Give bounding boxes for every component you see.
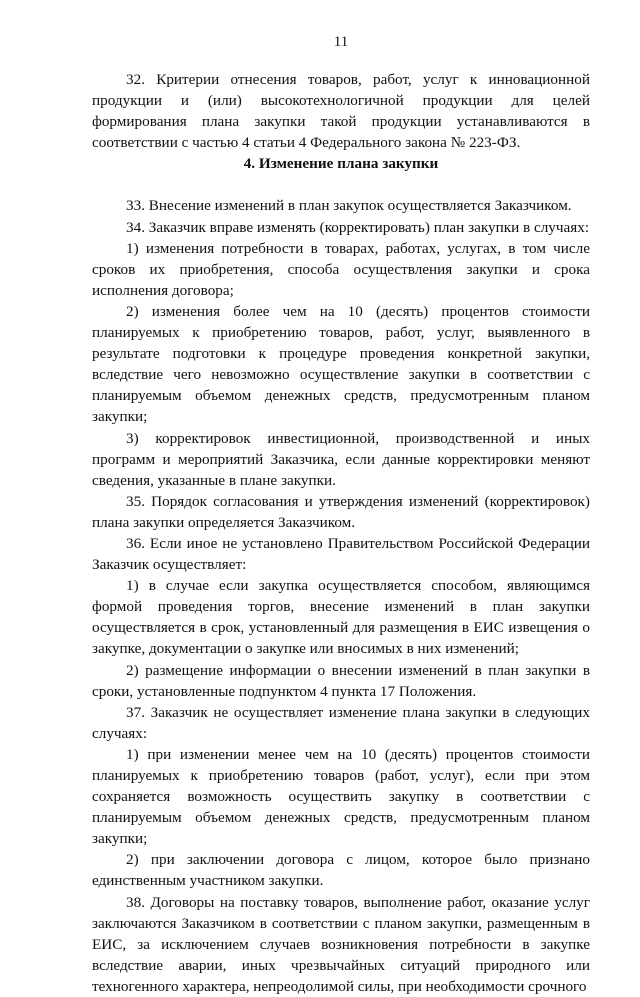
paragraph-37-item-2: 2) при заключении договора с лицом, которое было признано единственным участником закупки. — [92, 851, 590, 890]
paragraph-36-item-1: 1) в случае если закупка осуществляется способом, являющимся формой проведения торгов, внесение изменений в план закупки осуществляется в срок, установленный для размещения в ЕИС извещения о закупке, документации о закупке или вносимых в них изменений; — [92, 577, 590, 658]
paragraph-37: 37. Заказчик не осуществляет изменение плана закупки в следующих случаях: — [92, 703, 590, 742]
paragraph-36-item-2: 2) размещение информации о внесении изменений в план закупки в сроки, установленные подпунктом 4 пункта 17 Положения. — [92, 661, 590, 700]
page-number: 11 — [333, 34, 349, 50]
paragraph-34-item-2: 2) изменения более чем на 10 (десять) процентов стоимости планируемых к приобретению товаров, работ, услуг, выявленного в результате подготовки к процедуре проведения конкретной закупки, вследствие чего невозможно осуществление закупки в соответствии с планируемым объемом денежных средств, предусмотренным планом закупки; — [92, 302, 590, 426]
paragraph-33: 33. Внесение изменений в план закупок осуществляется Заказчиком. — [126, 197, 572, 215]
paragraph-36: 36. Если иное не установлено Правительством Российской Федерации Заказчик осуществляет: — [92, 534, 590, 574]
paragraph-34-item-1: 1) изменения потребности в товарах, работах, услугах, в том числе сроков их приобретения, способа осуществления закупки и срока исполнения договора; — [92, 239, 590, 299]
paragraph-32: 32. Критерии отнесения товаров, работ, услуг к инновационной продукции и (или) высокотехнологичной продукции для целей формирования плана закупки такой продукции устанавливаются в соответствии с частью 4 статьи 4 Федерального закона № 223-ФЗ. — [92, 71, 590, 152]
paragraph-34: 34. Заказчик вправе изменять (корректировать) план закупки в случаях: — [126, 218, 590, 236]
paragraph-35: 35. Порядок согласования и утверждения изменений (корректировок) плана закупки определяется Заказчиком. — [92, 492, 590, 531]
paragraph-38: 38. Договоры на поставку товаров, выполнение работ, оказание услуг заключаются Заказчиком в соответствии с планом закупки, размещенным в ЕИС, за исключением случаев возникновения потребности в закупке вследствие аварии, иных чрезвычайных ситуаций природного или техногенного характера, непреодолимой силы, при необходимости срочного — [92, 893, 590, 995]
section-heading: 4. Изменение плана закупки — [243, 155, 439, 173]
paragraph-37-item-1: 1) при изменении менее чем на 10 (десять) процентов стоимости планируемых к приобретению товаров (работ, услуг), если при этом сохраняется возможность осуществить закупку в соответствии с планируемым объемом денежных средств, предусмотренным планом закупки; — [92, 745, 590, 848]
paragraph-34-item-3: 3) корректировок инвестиционной, производственной и иных программ и мероприятий Заказчика, если данные корректировки меняют сведения, указанные в плане закупки. — [92, 429, 590, 489]
